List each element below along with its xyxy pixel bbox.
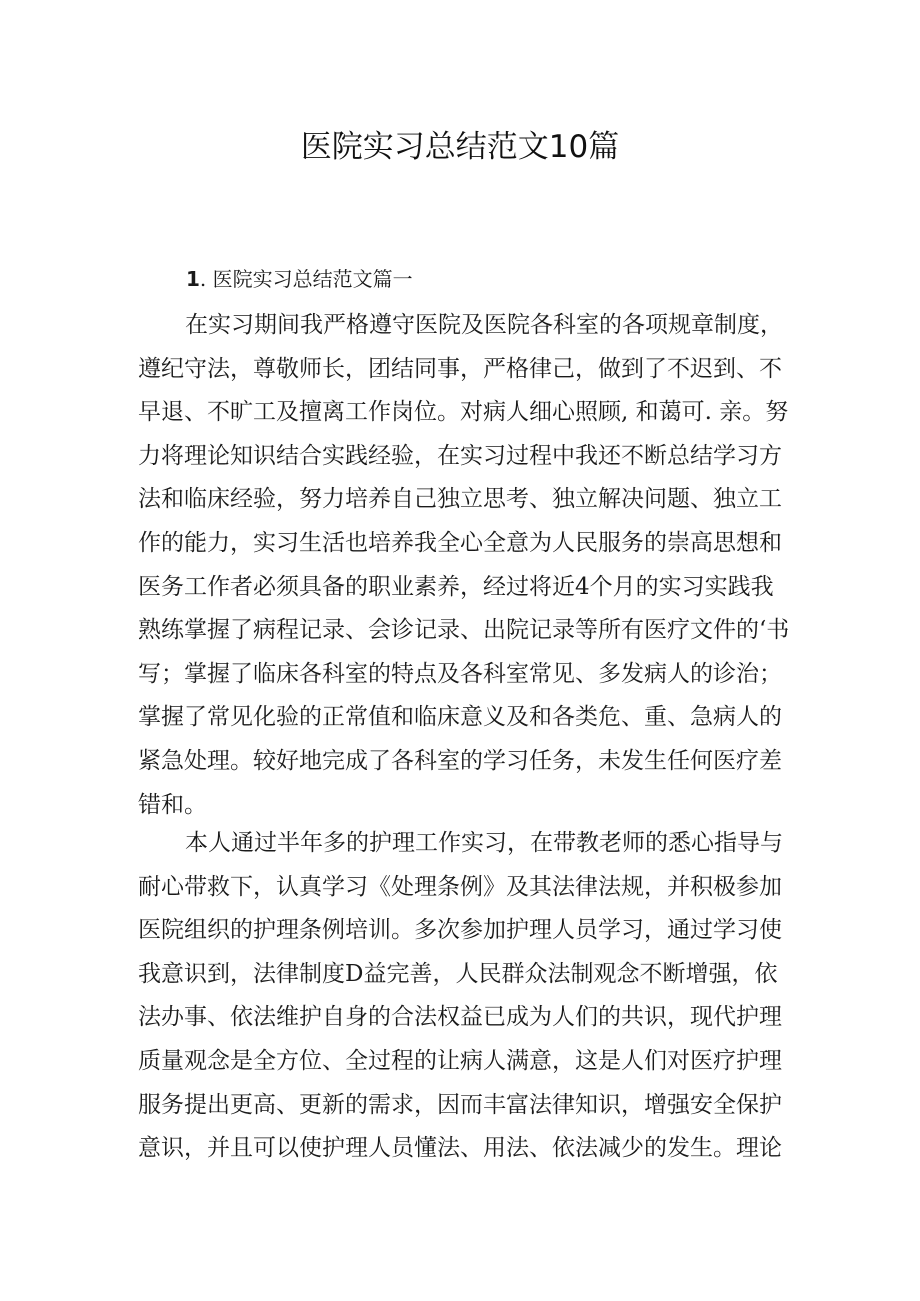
paragraph-line: 我意识到，法律制度D益完善，人民群众法制观念不断增强，依 <box>138 960 778 987</box>
paragraph-line: 力将理论知识结合实践经验，在实习过程中我还不断总结学习方 <box>138 442 782 469</box>
paragraph-line: 写；掌握了临床各科室的特点及各科室常见、多发病人的诊治； <box>138 660 782 687</box>
paragraph-line: 早退、不旷工及擅离工作岗位。对病人细心照顾, 和蔼可. 亲。努 <box>138 399 789 426</box>
paragraph-line: 医务工作者必须具备的职业素养，经过将近4个月的实习实践我 <box>138 573 774 600</box>
paragraph-line: 紧急处理。较好地完成了各科室的学习任务，未发生任何医疗差 <box>138 747 782 774</box>
paragraph-line: 遵纪守法，尊敬师长，团结同事，严格律己，做到了不迟到、不 <box>138 355 782 382</box>
paragraph-line: 质量观念是全方位、全过程的让病人满意，这是人们对医疗护理 <box>138 1047 782 1074</box>
document-title: 医院实习总结范文10篇 <box>300 129 620 165</box>
paragraph-line: 在实习期间我严格遵守医院及医院各科室的各项规章制度， <box>185 312 783 338</box>
paragraph-line: 耐心带救下，认真学习《处理条例》及其法律法规，并积极参加 <box>138 873 782 900</box>
paragraph-line: 掌握了常见化验的正常值和临床意义及和各类危、重、急病人的 <box>138 704 782 731</box>
paragraph-line: 作的能力，实习生活也培养我全心全意为人民服务的崇高思想和 <box>138 529 782 556</box>
paragraph-line: 熟练掌握了病程记录、会诊记录、出院记录等所有医疗文件的‘书 <box>138 617 790 644</box>
section-heading-text: . 医院实习总结范文篇一 <box>199 267 413 291</box>
paragraph-line: 医院组织的护理条例培训。多次参加护理人员学习，通过学习使 <box>138 917 782 944</box>
paragraph-line: 错和。 <box>138 791 207 818</box>
paragraph-2 <box>138 822 788 1171</box>
paragraph-line: 法和临床经验，努力培养自己独立思考、独立解决问题、独立工 <box>138 486 782 513</box>
paragraph-line: 本人通过半年多的护理工作实习，在带教老师的悉心指导与 <box>185 830 783 856</box>
paragraph-line: 服务提出更高、更新的需求，因而丰富法律知识，增强安全保护 <box>138 1091 782 1118</box>
paragraph-line: 法办事、依法维护自身的合法权益已成为人们的共识，现代护理 <box>138 1004 782 1031</box>
section-number: 1 <box>186 267 200 291</box>
paragraph-1 <box>138 304 788 827</box>
section-heading <box>186 259 786 299</box>
paragraph-line: 意识，并且可以使护理人员懂法、用法、依法减少的发生。理论 <box>138 1135 782 1162</box>
